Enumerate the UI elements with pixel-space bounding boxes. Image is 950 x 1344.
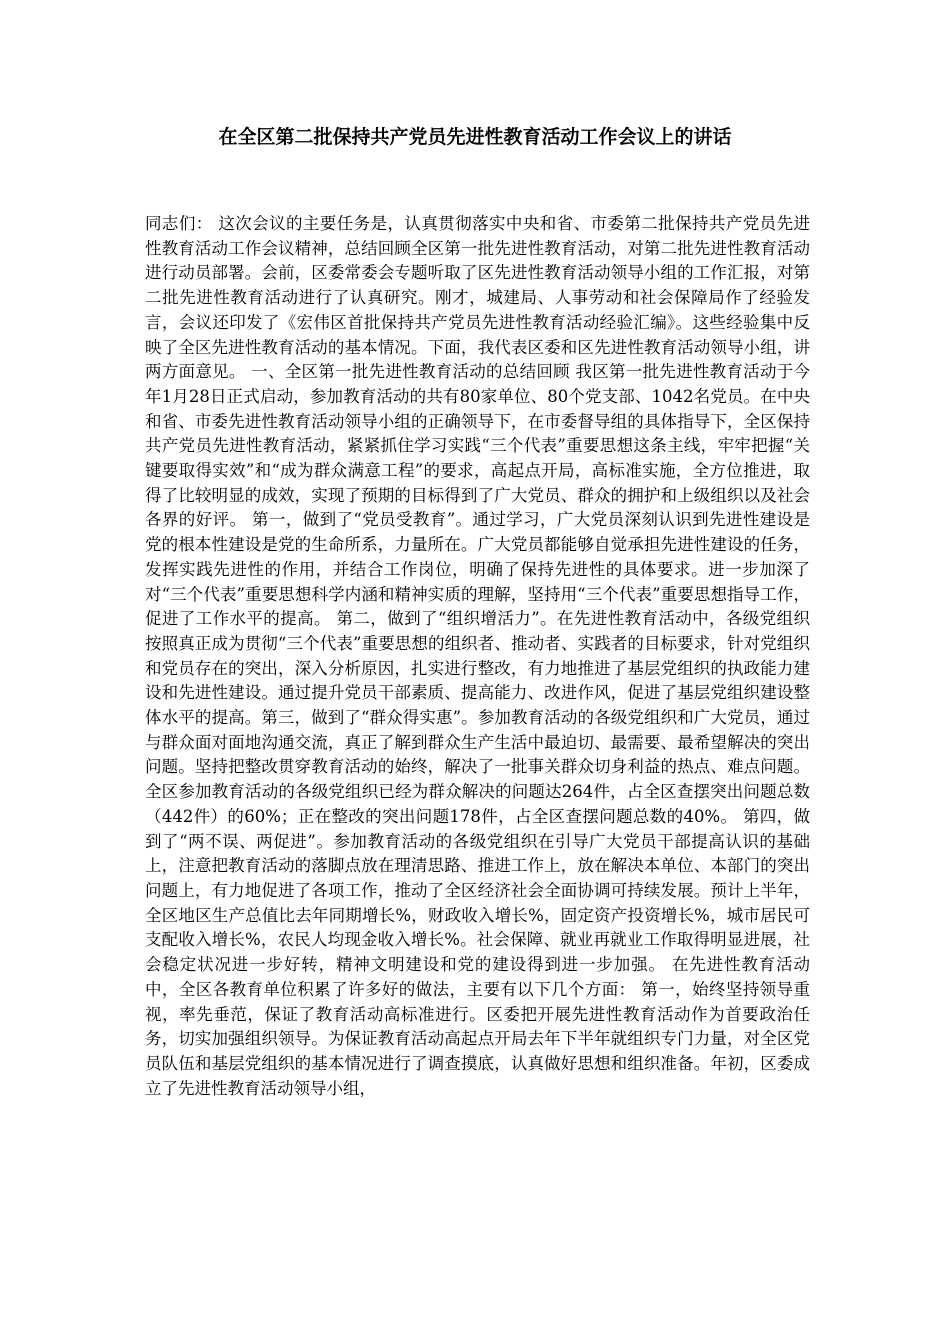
document-body: 同志们： 这次会议的主要任务是，认真贯彻落实中央和省、市委第二批保持共产党员先进性教育活动工作会议精神，总结回顾全区第一批先进性教育活动，对第二批先进性教育活动进行动员部署。会前，区委常委会专题听取了区先进性教育活动领导小组的工作汇报，对第二批先进性教育活动进行了认真研究。刚才，城建局、人事劳动和社会保障局作了经验发言，会议还印发了《宏伟区首批保持共产党员先进性教育活动经验汇编》。这些经验集中反映了全区先进性教育活动的基本情况。下面，我代表区委和区先进性教育活动领导小组，讲两方面意见。 一、全区第一批先进性教育活动的总结回顾 我区第一批先进性教育活动于今年1月28日正式启动，参加教育活动的共有80家单位、80个党支部、1042名党员。在中央和省、市委先进性教育活动领导小组的正确领导下，在市委督导组的具体指导下，全区保持共产党员先进性教育活动，紧紧抓住学习实践“三个代表”重要思想这条主线，牢牢把握“关键要取得实效”和“成为群众满意工程”的要求，高起点开局，高标准实施，全方位推进，取得了比较明显的成效，实现了预期的目标得到了广大党员、群众的拥护和上级组织以及社会各界的好评。 第一，做到了“党员受教育”。通过学习，广大党员深刻认识到先进性建设是党的根本性建设是党的生命所系，力量所在。广大党员都能够自觉承担先进性建设的任务，发挥实践先进性的作用，并结合工作岗位，明确了保持先进性的具体要求。进一步加深了对“三个代表”重要思想科学内涵和精神实质的理解，坚持用“三个代表”重要思想指导工作，促进了工作水平的提高。 第二，做到了“组织增活力”。在先进性教育活动中，各级党组织按照真正成为贯彻“三个代表”重要思想的组织者、推动者、实践者的目标要求，针对党组织和党员存在的突出，深入分析原因，扎实进行整改，有力地推进了基层党组织的执政能力建设和先进性建设。通过提升党员干部素质、提高能力、改进作风，促进了基层党组织建设整体水平的提高。第三，做到了“群众得实惠”。参加教育活动的各级党组织和广大党员，通过与群众面对面地沟通交流，真正了解到群众生产生活中最迫切、最需要、最希望解决的突出问题。坚持把整改贯穿教育活动的始终，解决了一批事关群众切身利益的热点、难点问题。全区参加教育活动的各级党组织已经为群众解决的问题达264件，占全区查摆突出问题总数（442件）的60%；正在整改的突出问题178件，占全区查摆问题总数的40%。 第四，做到了“两不误、两促进”。参加教育活动的各级党组织在引导广大党员干部提高认识的基础上，注意把教育活动的落脚点放在理清思路、推进工作上，放在解决本单位、本部门的突出问题上，有力地促进了各项工作，推动了全区经济社会全面协调可持续发展。预计上半年，全区地区生产总值比去年同期增长%，财政收入增长%，固定资产投资增长%，城市居民可支配收入增长%，农民人均现金收入增长%。社会保障、就业再就业工作取得明显进展，社会稳定状况进一步好转，精神文明建设和党的建设得到进一步加强。 在先进性教育活动中，全区各教育单位积累了许多好的做法，主要有以下几个方面： 第一，始终坚持领导重视，率先垂范，保证了教育活动高标准进行。区委把开展先进性教育活动作为首要政治任务，切实加强组织领导。为保证教育活动高起点开局去年下半年就组织专门力量，对全区党员队伍和基层党组织的基本情况进行了调查摸底，认真做好思想和组织准备。年初，区委成立了先进性教育活动领导小组，	[145, 214, 810, 1098]
document-title: 在全区第二批保持共产党员先进性教育活动工作会议上的讲话	[218, 126, 732, 148]
